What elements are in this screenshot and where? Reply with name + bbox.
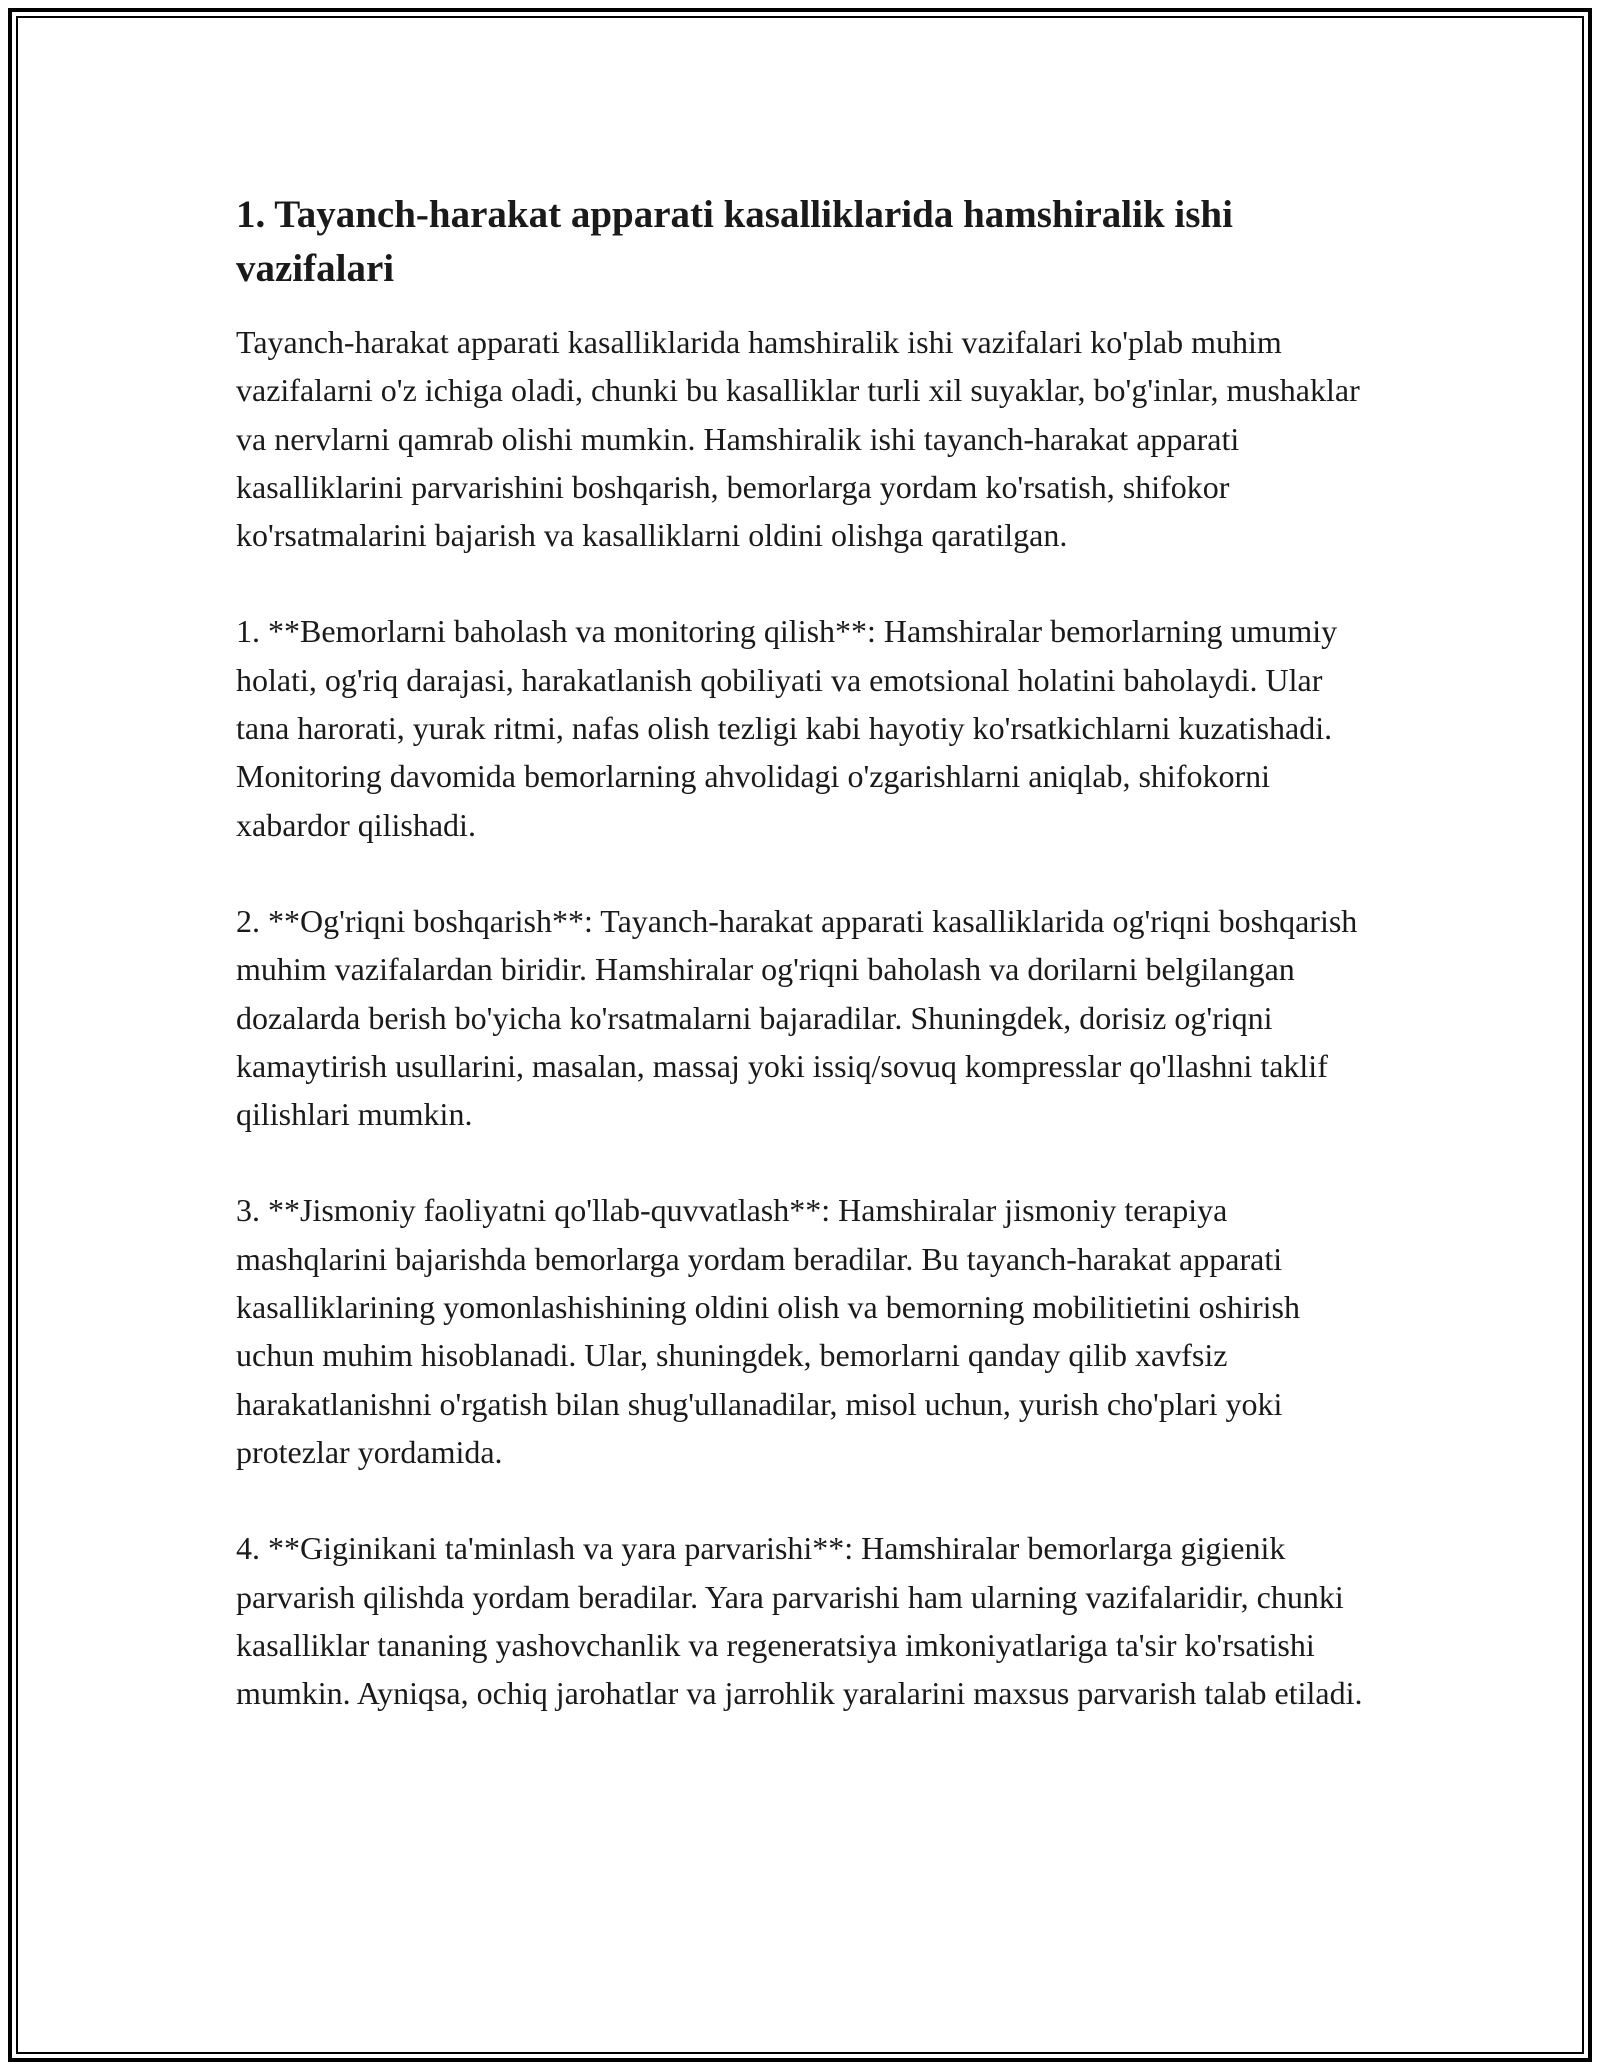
intro-paragraph: Tayanch-harakat apparati kasalliklarida hamshiralik ishi vazifalari ko'plab muhim vazifalarni o'z ichiga oladi, chunki bu kasalliklar turli xil suyaklar, bo'g'inlar, mushaklar va nervlarni qamrab olishi mumkin. Hamshiralik ishi tayanch-harakat apparati kasalliklarini parvarishini boshqarish, bemorlarga yordam ko'rsatish, shifokor ko'rsatmalarini bajarish va kasalliklarni oldini olishga qaratilgan. (236, 324, 1360, 554)
document-title: 1. Tayanch-harakat apparati kasalliklarida hamshiralik ishi vazifalari (236, 193, 1233, 290)
document-body (236, 188, 1376, 1765)
paragraph-3-physical-activity: 3. **Jismoniy faoliyatni qo'llab-quvvatlash**: Hamshiralar jismoniy terapiya mashqlarini bajarishda bemorlarga yordam beradilar. Bu tayanch-harakat apparati kasalliklarining yomonlashishining oldini olish va bemorning mobilitietini oshirish uchun muhim hisoblanadi. Ular, shuningdek, bemorlarni qanday qilib xavfsiz harakatlanishni o'rgatish bilan shug'ullanadilar, misol uchun, yurish cho'plari yoki protezlar yordamida. (236, 1192, 1300, 1470)
paragraph-4-hygiene-wound-care: 4. **Giginikani ta'minlash va yara parvarishi**: Hamshiralar bemorlarga gigienik parvarish qilishda yordam beradilar. Yara parvarishi ham ularning vazifalaridir, chunki kasalliklar tananing yashovchanlik va regeneratsiya imkoniyatlariga ta'sir ko'rsatishi mumkin. Ayniqsa, ochiq jarohatlar va jarrohlik yaralarini maxsus parvarish talab etiladi. (236, 1530, 1363, 1712)
paragraph-1-assessment-monitoring: 1. **Bemorlarni baholash va monitoring qilish**: Hamshiralar bemorlarning umumiy holati, og'riq darajasi, harakatlanish qobiliyati va emotsional holatini baholaydi. Ular tana harorati, yurak ritmi, nafas olish tezligi kabi hayotiy ko'rsatkichlarni kuzatishadi. Monitoring davomida bemorlarning ahvolidagi o'zgarishlarni aniqlab, shifokorni xabardor qilishadi. (236, 613, 1338, 843)
paragraph-2-pain-management: 2. **Og'riqni boshqarish**: Tayanch-harakat apparati kasalliklarida og'riqni boshqarish muhim vazifalardan biridir. Hamshiralar og'riqni baholash va dorilarni belgilangan dozalarda berish bo'yicha ko'rsatmalarni bajaradilar. Shuningdek, dorisiz og'riqni kamaytirish usullarini, masalan, massaj yoki issiq/sovuq kompresslar qo'llashni taklif qilishlari mumkin. (236, 902, 1358, 1133)
